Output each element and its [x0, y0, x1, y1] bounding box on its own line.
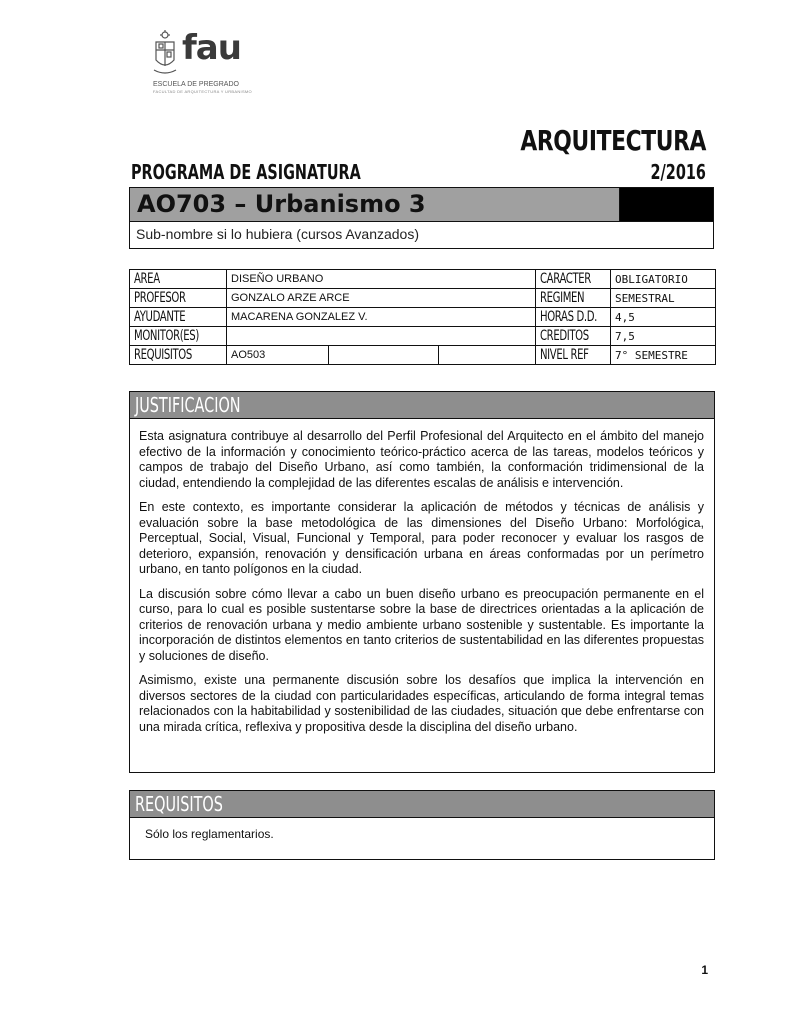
monitor-label: MONITOR(ES)	[130, 327, 227, 346]
course-title-box	[129, 187, 714, 249]
page-number: 1	[701, 963, 708, 977]
justificacion-body	[130, 419, 714, 735]
section-header	[130, 392, 714, 419]
horas-value: 4,5	[611, 308, 716, 327]
requisitos-value-2	[329, 346, 439, 365]
horas-label: HORAS D.D.	[536, 308, 611, 327]
caracter-label: CARACTER	[536, 270, 611, 289]
requisitos-value-3	[439, 346, 536, 365]
brand-name: fau	[182, 28, 241, 68]
regimen-value: SEMESTRAL	[611, 289, 716, 308]
academic-period: 2/2016	[650, 160, 706, 184]
regimen-label: REGIMEN	[536, 289, 611, 308]
table-row	[130, 327, 716, 346]
course-subname: Sub-nombre si lo hubiera (cursos Avanzados)	[136, 226, 420, 242]
ayudante-value: MACARENA GONZALEZ V.	[227, 308, 536, 327]
table-row	[130, 308, 716, 327]
school-name: ESCUELA DE PREGRADO	[153, 81, 239, 88]
university-crest-icon	[152, 30, 178, 76]
course-info-table	[129, 269, 716, 365]
ayudante-label: AYUDANTE	[130, 308, 227, 327]
justificacion-heading: JUSTIFICACION	[135, 393, 241, 417]
requisitos-section	[129, 790, 715, 860]
area-value: DISEÑO URBANO	[227, 270, 536, 289]
creditos-label: CREDITOS	[536, 327, 611, 346]
justificacion-paragraph-2: En este contexto, es importante considerar la aplicación de métodos y técnicas de análisis y evaluación sobre la base metodológica de las dimensiones del Diseño Urbano: Morfológica, Perceptual, Social, Visual, Funcional y Temporal, para poder reconocer y evaluar los rasgos de deterioro, expansión, renovación y densificación urbana en áreas conformadas por un perímetro urbano, en tanto polígonos en la ciudad.	[139, 500, 704, 576]
course-title: AO703 – Urbanismo 3	[137, 190, 426, 218]
requisitos-value-1: AO503	[227, 346, 329, 365]
justificacion-paragraph-3: La discusión sobre cómo llevar a cabo un buen diseño urbano es preocupación permanente en el curso, para lo cual es posible sustentarse sobre la base de directrices orientadas a la aplicación de criterios de renovación urbana y medio ambiente urbano sostenible y sustentable. Es importante la incorporación de distintos elementos en tanto criterios de sustentabilidad en las diferentes propuestas y soluciones de diseño.	[139, 586, 704, 663]
fau-logo	[150, 28, 260, 98]
title-black-block	[620, 188, 713, 221]
creditos-value: 7,5	[611, 327, 716, 346]
caracter-value: OBLIGATORIO	[611, 270, 716, 289]
program-label: PROGRAMA DE ASIGNATURA	[131, 160, 361, 184]
profesor-label: PROFESOR	[130, 289, 227, 308]
justificacion-paragraph-4: Asimismo, existe una permanente discusión sobre los desafíos que implica la intervención en diversos sectores de la ciudad con particularidades específicas, articulando de forma integral temas relacionados con la habitabilidad y sostenibilidad de las ciudades, situación que debe enfrentarse con una mirada crítica, reflexiva y propositiva desde la disciplina del diseño urbano.	[139, 673, 704, 734]
requisitos-heading: REQUISITOS	[135, 792, 223, 816]
requisitos-label: REQUISITOS	[130, 346, 227, 365]
justificacion-section	[129, 391, 715, 773]
nivel-value: 7° SEMESTRE	[611, 346, 716, 365]
faculty-name: FACULTAD DE ARQUITECTURA Y URBANISMO	[153, 89, 252, 94]
justificacion-paragraph-1: Esta asignatura contribuye al desarrollo del Perfil Profesional del Arquitecto en el ámbito del manejo efectivo de la información y conocimiento teórico-práctico acerca de las tareas, modelos teóricos y campos de trabajo del Diseño Urbano, así como también, la conformación tridimensional de la ciudad, entendiendo la complejidad de las diferentes escalas de análisis e intervención.	[139, 429, 704, 490]
table-row	[130, 270, 716, 289]
career-title: ARQUITECTURA	[520, 124, 706, 157]
area-label: AREA	[130, 270, 227, 289]
profesor-value: GONZALO ARZE ARCE	[227, 289, 536, 308]
monitor-value	[227, 327, 536, 346]
table-row	[130, 289, 716, 308]
section-header	[130, 791, 714, 818]
requisitos-text: Sólo los reglamentarios.	[145, 827, 274, 841]
nivel-label: NIVEL REF	[536, 346, 611, 365]
course-title-bar	[130, 188, 620, 221]
table-row	[130, 346, 716, 365]
